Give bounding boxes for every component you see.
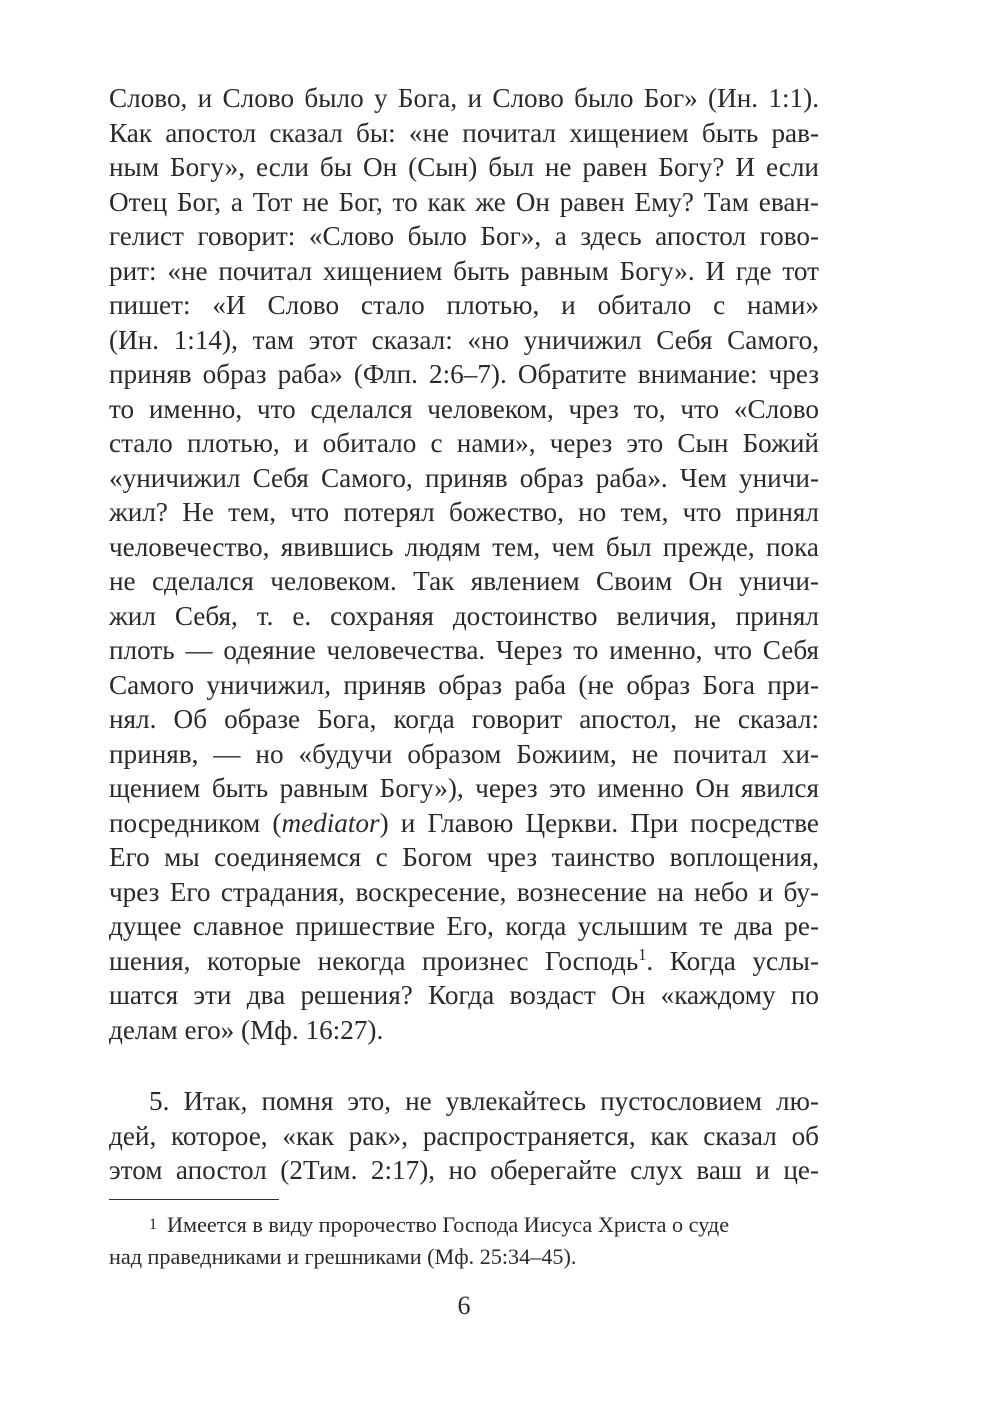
text-line: чрез Его страдания, воскресение, вознесение на небо и бу-: [109, 876, 819, 907]
text-line: Слово, и Слово было у Бога, и Слово было Бог» (Ин. 1:1).: [109, 83, 819, 113]
text-line: стало плотью, и обитало с нами», через это Сын Божий: [109, 428, 819, 458]
text-line: «уничижил Себя Самого, приняв образ раба». Чем уничи-: [109, 462, 819, 493]
text-line: 5. Итак, помня это, не увлекайтесь пустословием лю-: [149, 1086, 819, 1116]
italic-term: mediator: [281, 807, 380, 838]
page-number: 6: [457, 1291, 471, 1320]
text-run: . Когда услы-: [646, 945, 819, 976]
text-line: щением быть равным Богу»), через это именно Он явился: [109, 773, 819, 803]
footnote-text: Имеется в виду пророчество Господа Иисуса Христа о суде: [167, 1212, 730, 1237]
footnote-line: над праведниками и грешниками (Мф. 25:34–45).: [109, 1244, 577, 1269]
text-line: не сделался человеком. Так явлением Своим Он уничи-: [109, 566, 819, 596]
text-line: гелист говорит: «Слово было Бог», а здесь апостол гово-: [109, 221, 819, 251]
footnote: [109, 1209, 819, 1273]
text-line: (Ин. 1:14), там этот сказал: «но уничижил Себя Самого,: [109, 324, 819, 355]
text-line: Отец Бог, а Тот не Бог, то как же Он равен Ему? Там еван-: [109, 186, 819, 217]
text-line: жил? Не тем, что потерял божество, но тем, что принял: [109, 497, 819, 527]
text-line: нял. Об образе Бога, когда говорит апостол, не сказал:: [109, 704, 819, 734]
text-line: ным Богу», если бы Он (Сын) был не равен Богу? И если: [109, 152, 819, 182]
text-line: рит: «не почитал хищением быть равным Богу». И где тот: [109, 255, 819, 286]
text-line: Как апостол сказал бы: «не почитал хищением быть рав-: [109, 117, 819, 148]
paragraph-2: [109, 1084, 819, 1188]
footnote-line: [109, 1209, 819, 1241]
text-line: то именно, что сделался человеком, чрез то, что «Слово: [109, 393, 819, 424]
text-line: [109, 944, 819, 979]
text-line: дей, которое, «как рак», распространяется, как сказал об: [109, 1120, 819, 1151]
text-line: шатся эти два решения? Когда воздаст Он «каждому по: [109, 980, 819, 1010]
text-line: плоть — одеяние человечества. Через то именно, что Себя: [109, 635, 819, 665]
text-line: Его мы соединяемся с Богом чрез таинство воплощения,: [109, 842, 819, 872]
text-line: делам его» (Мф. 16:27).: [109, 1014, 384, 1045]
text-line: дущее славное пришествие Его, когда услышим те два ре-: [109, 911, 819, 941]
text-line: приняв, — но «будучи образом Божиим, не почитал хи-: [109, 738, 819, 769]
footnote-mark: 1: [149, 1216, 157, 1233]
text-line: [109, 806, 819, 841]
text-run: ) и Главою Церкви. При посредстве: [379, 807, 819, 838]
text-line: жил Себя, т. е. сохраняя достоинство величия, принял: [109, 600, 819, 631]
text-run: посредником (: [109, 807, 282, 838]
text-line: этом апостол (2Тим. 2:17), но оберегайте слух ваш и це-: [109, 1155, 819, 1185]
paragraph-1: [109, 81, 819, 1047]
text-line: пишет: «И Слово стало плотью, и обитало с нами»: [109, 290, 819, 320]
footnote-reference[interactable]: 1: [638, 944, 647, 964]
text-line: приняв образ раба» (Флп. 2:6–7). Обратите внимание: чрез: [109, 359, 819, 389]
text-run: шения, которые некогда произнес Господь: [109, 945, 639, 976]
text-line: Самого уничижил, приняв образ раба (не образ Бога при-: [109, 669, 819, 700]
footnote-divider: [109, 1199, 279, 1200]
text-line: человечество, явившись людям тем, чем был прежде, пока: [109, 531, 819, 562]
